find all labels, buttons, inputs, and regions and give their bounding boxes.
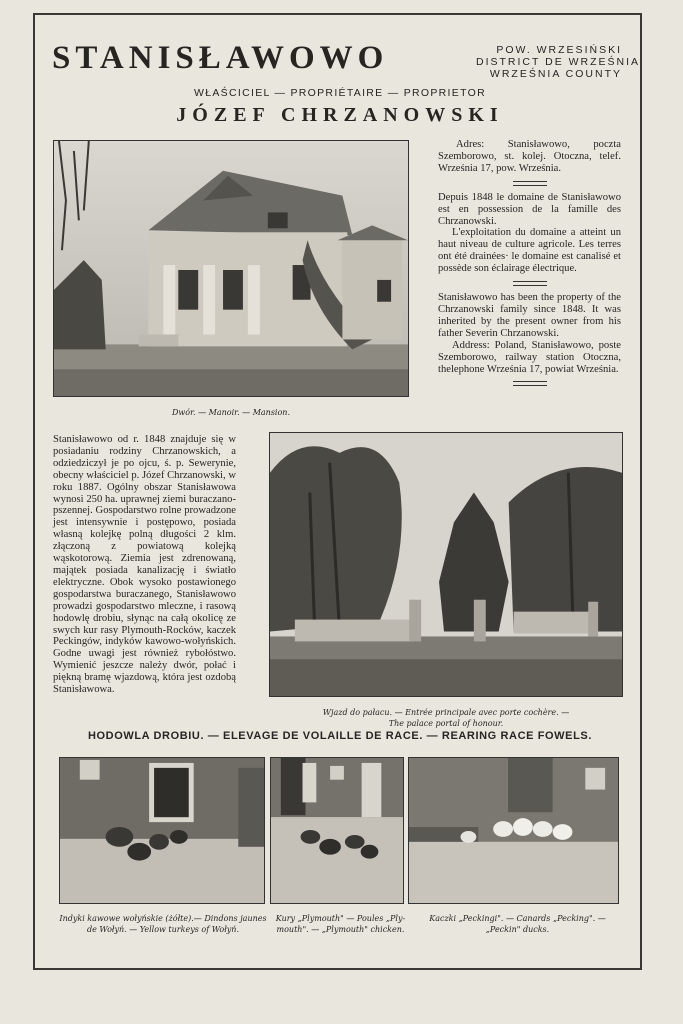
- owner-label: WŁAŚCICIEL — PROPRIÉTAIRE — PROPRIETOR: [194, 87, 486, 99]
- gate-caption: [269, 707, 623, 729]
- page-title: STANISŁAWOWO: [52, 40, 389, 76]
- gate-photo: [269, 432, 623, 697]
- turkeys-caption: [52, 913, 274, 935]
- divider-rule: [513, 181, 547, 186]
- ducks-caption-line: Kaczki „Peckingi". — Canards „Pecking". —: [429, 914, 606, 923]
- turkeys-caption-line: de Wołyń. — Yellow turkeys of Wołyń.: [87, 925, 239, 934]
- divider-rule: [513, 281, 547, 286]
- divider-rule: [513, 381, 547, 386]
- manor-caption: Dwór. — Manoir. — Mansion.: [171, 408, 290, 417]
- chickens-caption: [268, 913, 413, 935]
- owner-name: JÓZEF CHRZANOWSKI: [176, 104, 504, 126]
- county-line: WRZEŚNIA COUNTY: [489, 68, 622, 80]
- chickens-caption-line: Kury „Plymouth" — Poules „Ply-: [275, 914, 406, 923]
- turkeys-caption-line: Indyki kawowe wołyńskie (żółte).— Dindons jaunes: [59, 914, 267, 923]
- chickens-photo: [270, 757, 404, 904]
- ducks-photo: [408, 757, 619, 904]
- right-column: [438, 139, 621, 392]
- poultry-heading: HODOWLA DROBIU. — ELEVAGE DE VOLAILLE DE RACE. — REARING RACE FOWELS.: [87, 730, 593, 742]
- french-paragraph-2: L'exploitation du domaine a atteint un haut niveau de culture agricole. Les terres ont été drainées· le domaine est canalisé et possède son éclairage électrique.: [438, 227, 621, 275]
- chickens-caption-line: mouth". — „Plymouth" chicken.: [276, 925, 405, 934]
- county-line: POW. WRZESIŃSKI: [496, 44, 622, 56]
- french-paragraph-1: Depuis 1848 le domaine de Stanisławowo est en possession de la famille des Chrzanowski.: [438, 191, 621, 227]
- gate-caption-line: Wjazd do pałacu. — Entrée principale avec porte cochère. —: [322, 708, 570, 717]
- english-paragraph-1: Stanisławowo has been the property of the Chrzanowski family since 1848. It was inherited by the present owner from his father Severin Chrzanowski.: [438, 292, 621, 339]
- gate-caption-line: The palace portal of honour.: [388, 719, 504, 728]
- turkeys-photo: [59, 757, 265, 904]
- county-block: [476, 44, 641, 80]
- address-polish: Adres: Stanisławowo, poczta Szemborowo, st. kolej. Otoczna, telef. Września 17, pow. Września.: [438, 139, 621, 174]
- county-line: DISTRICT DE WRZEŚNIA: [476, 56, 641, 68]
- manor-photo: [53, 140, 409, 397]
- polish-description: Stanisławowo od r. 1848 znajduje się w posiadaniu rodziny Chrzanowskich, a odziedziczył je po ojcu, ś. p. Sewerynie, obecny właściciel p. Józef Chrzanowski, w roku 1887. Ogólny obszar Stanisławowa wynosi 250 ha. uprawnej ziemi buraczano-pszennej. Gospodarstwo rolne prowadzone jest intensywnie i postępowo, posiada własną kolejkę polną długości 2 klm. złączoną z powiatową kolejką wąskotorową. Ziemia jest zdrenowaną, majątek posiada kanalizację i światło elektryczne. Obok wysoko postawionego gospodarstwa buraczanego, Stanisławowo prowadzi gospodarstwo mleczne, i rasową hodowlę drobiu, słynąc na całą okolicę ze swych kur rasy Plymouth-Rocków, kaczek Peckingów, indyków kawowo-wołyńskich. Godne uwagi jest również rybołóstwo. Wymienić jeszcze należy dwór, połać i piękną bramę wjazdową, która jest ozdobą Stanisławowa.: [53, 434, 236, 696]
- ducks-caption: [410, 913, 625, 935]
- english-paragraph-2: Address: Poland, Stanisławowo, poste Szemborowo, railway station Otoczna, thelephone Września 17, powiat Września.: [438, 339, 621, 375]
- ducks-caption-line: „Peckin" ducks.: [485, 925, 550, 934]
